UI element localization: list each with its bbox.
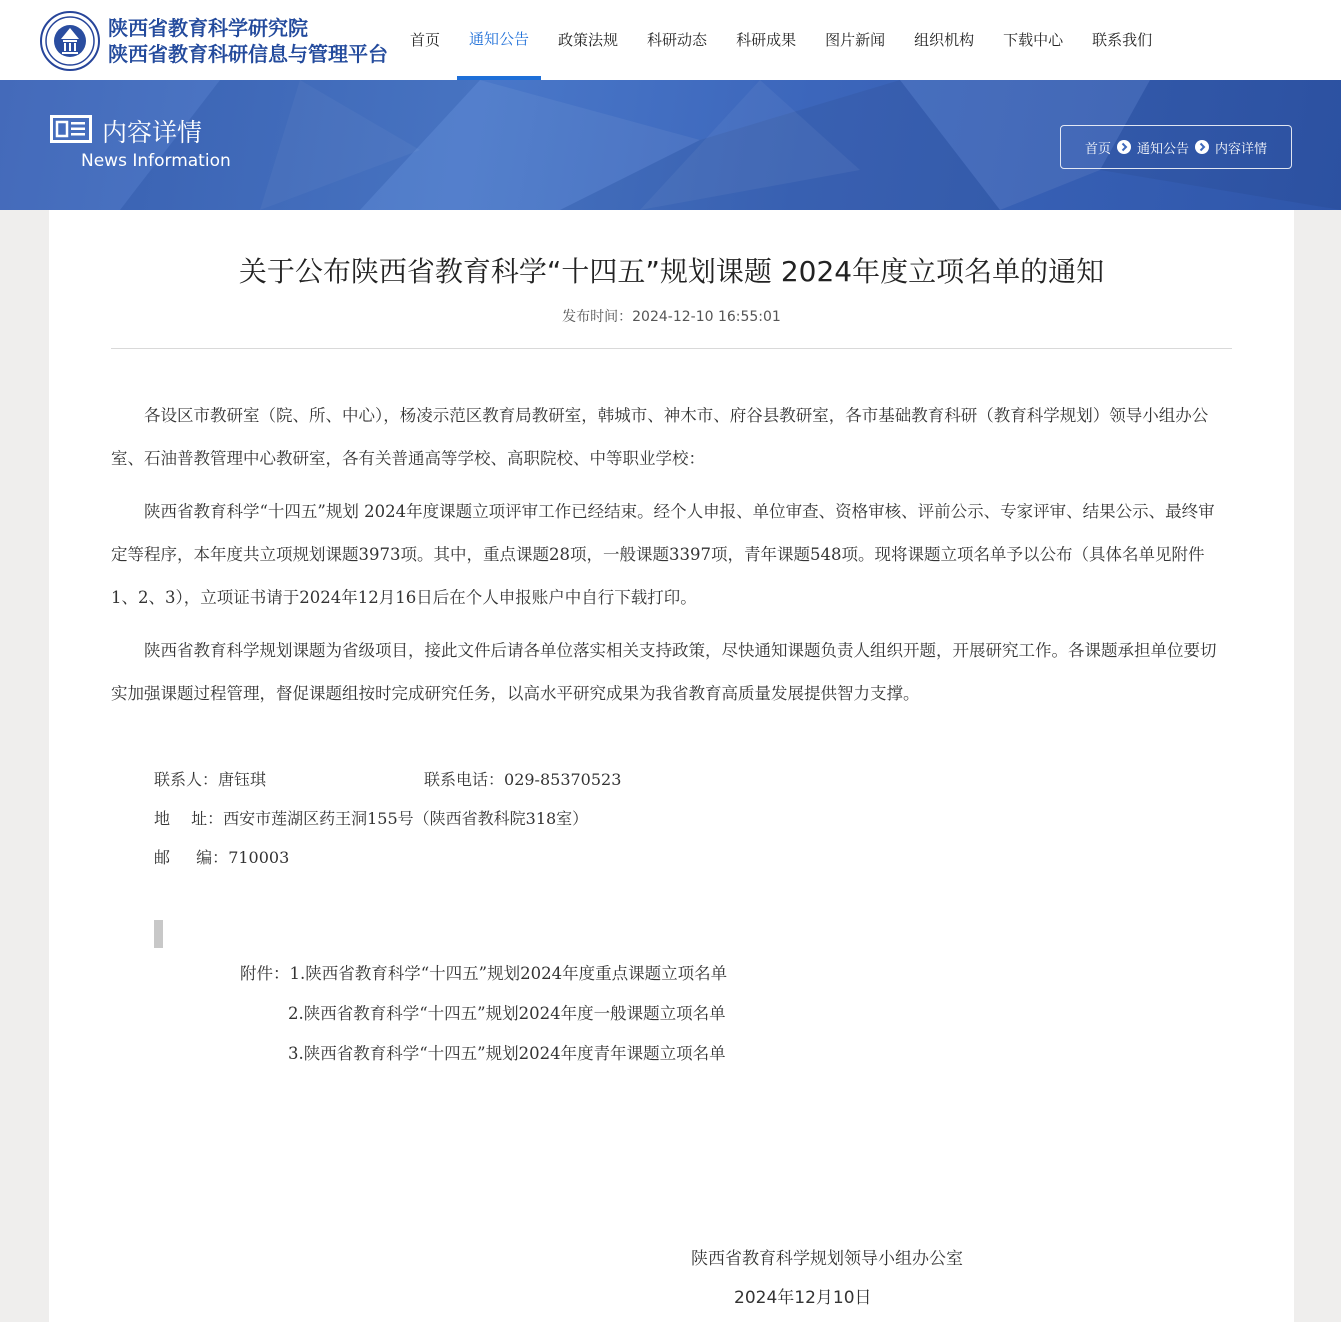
contact-person-row: [154, 767, 266, 790]
publish-time-label: 发布时间：: [562, 309, 633, 325]
attachments-label: 附件：: [240, 964, 290, 983]
page-banner: [0, 80, 1341, 210]
nav-photo-news[interactable]: 图片新闻: [825, 31, 886, 49]
contact-address: 西安市莲湖区药王洞155号（陕西省教科院318室）: [223, 809, 589, 828]
contact-address-row: [154, 806, 588, 829]
newspaper-icon: [50, 115, 92, 147]
institute-seal-icon: [40, 11, 100, 71]
breadcrumb-current: 内容详情: [1215, 141, 1268, 157]
main-nav: [398, 0, 1169, 80]
site-logo[interactable]: [40, 10, 388, 72]
nav-notices[interactable]: 通知公告: [457, 0, 541, 80]
article-title: 关于公布陕西省教育科学“十四五”规划课题 2024年度立项名单的通知: [238, 255, 1105, 288]
contact-postcode-row: [154, 845, 289, 868]
attachment-link-2[interactable]: 2.陕西省教育科学“十四五”规划2024年度一般课题立项名单: [288, 1004, 726, 1023]
contact-postcode: 710003: [228, 848, 290, 867]
breadcrumb-notices[interactable]: 通知公告: [1136, 141, 1189, 157]
signature-office: 陕西省教育科学规划领导小组办公室: [691, 1249, 963, 1269]
breadcrumb: [1060, 125, 1292, 169]
banner-heading: [50, 113, 202, 149]
attachment-1-row: [240, 960, 727, 984]
publish-meta: [49, 306, 1294, 326]
article-panel: [49, 210, 1294, 1322]
contact-person-label: 联系人：: [154, 770, 219, 789]
contact-postcode-label: 邮 编：: [154, 848, 229, 867]
contact-phone-row: [424, 767, 621, 790]
nav-policies[interactable]: 政策法规: [558, 31, 619, 49]
banner-subtitle: News Information: [81, 151, 231, 171]
paragraph-results: 陕西省教育科学“十四五”规划 2024年度课题立项评审工作已经结束。经个人申报、单位审查、资格审核、评前公示、专家评审、结果公示、最终审定等程序，本年度共立项规划课题3973项。其中，重点课题28项，一般课题3397项，青年课题548项。现将课题立项名单予以公布（具体名单见附件1、2、3），立项证书请于2024年12月16日后在个人申报账户中自行下载打印。: [111, 502, 1215, 607]
nav-downloads[interactable]: 下载中心: [1003, 31, 1064, 49]
arrow-circle-right-icon: [1195, 140, 1209, 154]
signature-date: 2024年12月10日: [734, 1288, 872, 1308]
arrow-circle-right-icon: [1117, 140, 1131, 154]
nav-research-news[interactable]: 科研动态: [647, 31, 708, 49]
nav-home[interactable]: 首页: [410, 31, 441, 49]
site-name: 陕西省教育科学研究院: [108, 16, 308, 40]
nav-organization[interactable]: 组织机构: [914, 31, 975, 49]
nav-contact[interactable]: 联系我们: [1092, 31, 1153, 49]
paragraph-requirements: 陕西省教育科学规划课题为省级项目，接此文件后请各单位落实相关支持政策，尽快通知课题负责人组织开题，开展研究工作。各课题承担单位要切实加强课题过程管理，督促课题组按时完成研究任务，以高水平研究成果为我省教育高质量发展提供智力支撑。: [111, 641, 1217, 703]
contact-phone-label: 联系电话：: [424, 770, 505, 789]
contact-address-label: 地 址：: [154, 809, 224, 828]
contact-person: 唐钰琪: [218, 770, 267, 789]
attachment-link-1[interactable]: 1.陕西省教育科学“十四五”规划2024年度重点课题立项名单: [289, 964, 728, 983]
nav-research-results[interactable]: 科研成果: [736, 31, 797, 49]
article-body: [111, 394, 1231, 715]
title-divider: [111, 348, 1232, 349]
platform-name: 陕西省教育科研信息与管理平台: [108, 42, 388, 66]
breadcrumb-home[interactable]: 首页: [1084, 141, 1111, 157]
publish-time: 2024-12-10 16:55:01: [632, 309, 781, 325]
site-header: [0, 0, 1341, 81]
contact-phone: 029-85370523: [504, 770, 622, 789]
paragraph-addressees: 各设区市教研室（院、所、中心），杨凌示范区教育局教研室，韩城市、神木市、府谷县教研室，各市基础教育科研（教育科学规划）领导小组办公室、石油普教管理中心教研室，各有关普通高等学校、高职院校、中等职业学校：: [111, 406, 1209, 468]
banner-title: 内容详情: [102, 118, 203, 147]
attachment-marker: [154, 920, 163, 948]
attachment-link-3[interactable]: 3.陕西省教育科学“十四五”规划2024年度青年课题立项名单: [288, 1044, 726, 1063]
